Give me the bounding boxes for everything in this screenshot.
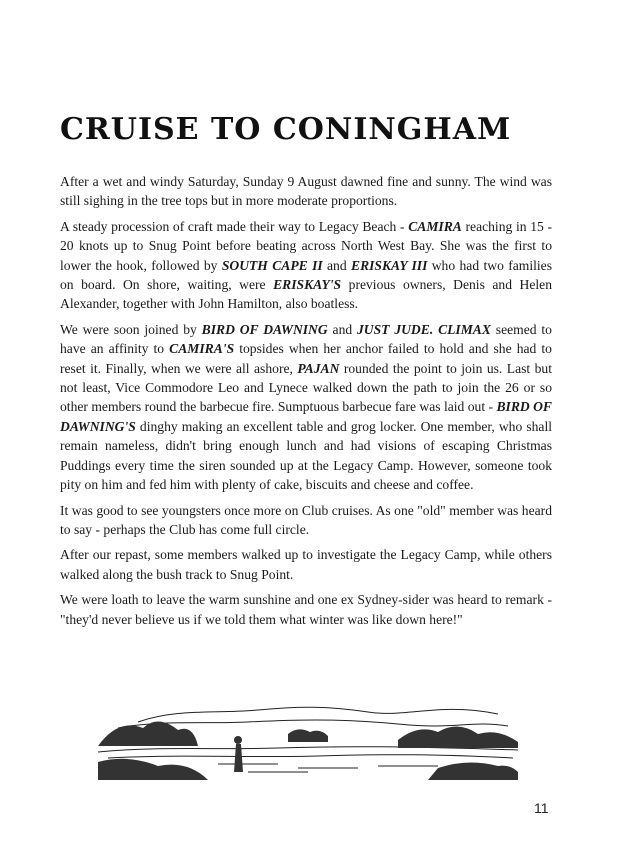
- text-run: dinghy making an excellent table and grog locker. One member, who shall remain nameless, didn't bring enough lunch and had visions of escaping Christmas Puddings every time the siren sounded up at the Legacy Camp. However, someone took pity on him and fed him with plenty of cake, biscuits and cheese and coffee.: [60, 418, 552, 493]
- vessel-name: JUST JUDE.: [357, 321, 434, 337]
- vessel-name: CLIMAX: [438, 321, 491, 337]
- vessel-name: ERISKAY'S: [273, 277, 342, 293]
- text-run: previous owners, Denis and Helen Alexander, together with John Hamilton, also boatless.: [60, 277, 552, 312]
- paragraph: [60, 217, 552, 314]
- text-run: It was good to see youngsters once more on Club cruises. As one "old" member was heard to say - perhaps the Club has come full circle.: [60, 502, 552, 537]
- text-run: rounded the point to join us. Last but not least, Vice Commodore Leo and Lynece walked down the path to join the 26 or so other members round the barbecue fire. Sumptuous barbecue fare was laid out -: [60, 360, 552, 415]
- text-run: We were loath to leave the warm sunshine and one ex Sydney-sider was heard to remark - "they'd never believe us if we told them what winter was like down here!": [60, 592, 552, 627]
- vessel-name: PAJAN: [297, 360, 340, 376]
- page-title: CRUISE TO CONINGHAM: [60, 112, 512, 147]
- paragraph: [60, 501, 552, 540]
- text-run: A steady procession of craft made their way to Legacy Beach -: [60, 218, 409, 234]
- vessel-name: CAMIRA: [408, 218, 462, 234]
- text-run: and: [322, 257, 351, 273]
- landscape-sketch-illustration: [98, 688, 518, 780]
- vessel-name: BIRD OF DAWNING: [201, 321, 328, 337]
- text-run: who had two families on board. On shore, waiting, were: [60, 257, 553, 293]
- paragraph: [60, 545, 552, 584]
- paragraph: [60, 172, 552, 211]
- text-run: and: [327, 321, 357, 337]
- vessel-name: BIRD OF DAWNING'S: [60, 399, 552, 434]
- article-body: [60, 172, 552, 635]
- paragraph: [60, 590, 552, 629]
- text-run: reaching in 15 - 20 knots up to Snug Point before beating across North West Bay. She was the first to lower the hook, followed by: [60, 218, 552, 273]
- text-run: After a wet and windy Saturday, Sunday 9 August dawned fine and sunny. The wind was still sighing in the tree tops but in more moderate proportions.: [60, 174, 552, 209]
- text-run: After our repast, some members walked up to investigate the Legacy Camp, while others walked along the bush track to Snug Point.: [60, 547, 552, 582]
- text-run: We were soon joined by: [60, 321, 202, 337]
- text-run: seemed to have an affinity to: [60, 321, 552, 357]
- paragraph: [60, 320, 552, 495]
- text-run: topsides when her anchor failed to hold and she had to reset it. Finally, when we were all ashore,: [60, 341, 552, 376]
- vessel-name: SOUTH CAPE II: [221, 257, 323, 273]
- vessel-name: CAMIRA'S: [169, 341, 235, 357]
- vessel-name: ERISKAY III: [351, 257, 428, 273]
- page-number: 11: [534, 800, 549, 816]
